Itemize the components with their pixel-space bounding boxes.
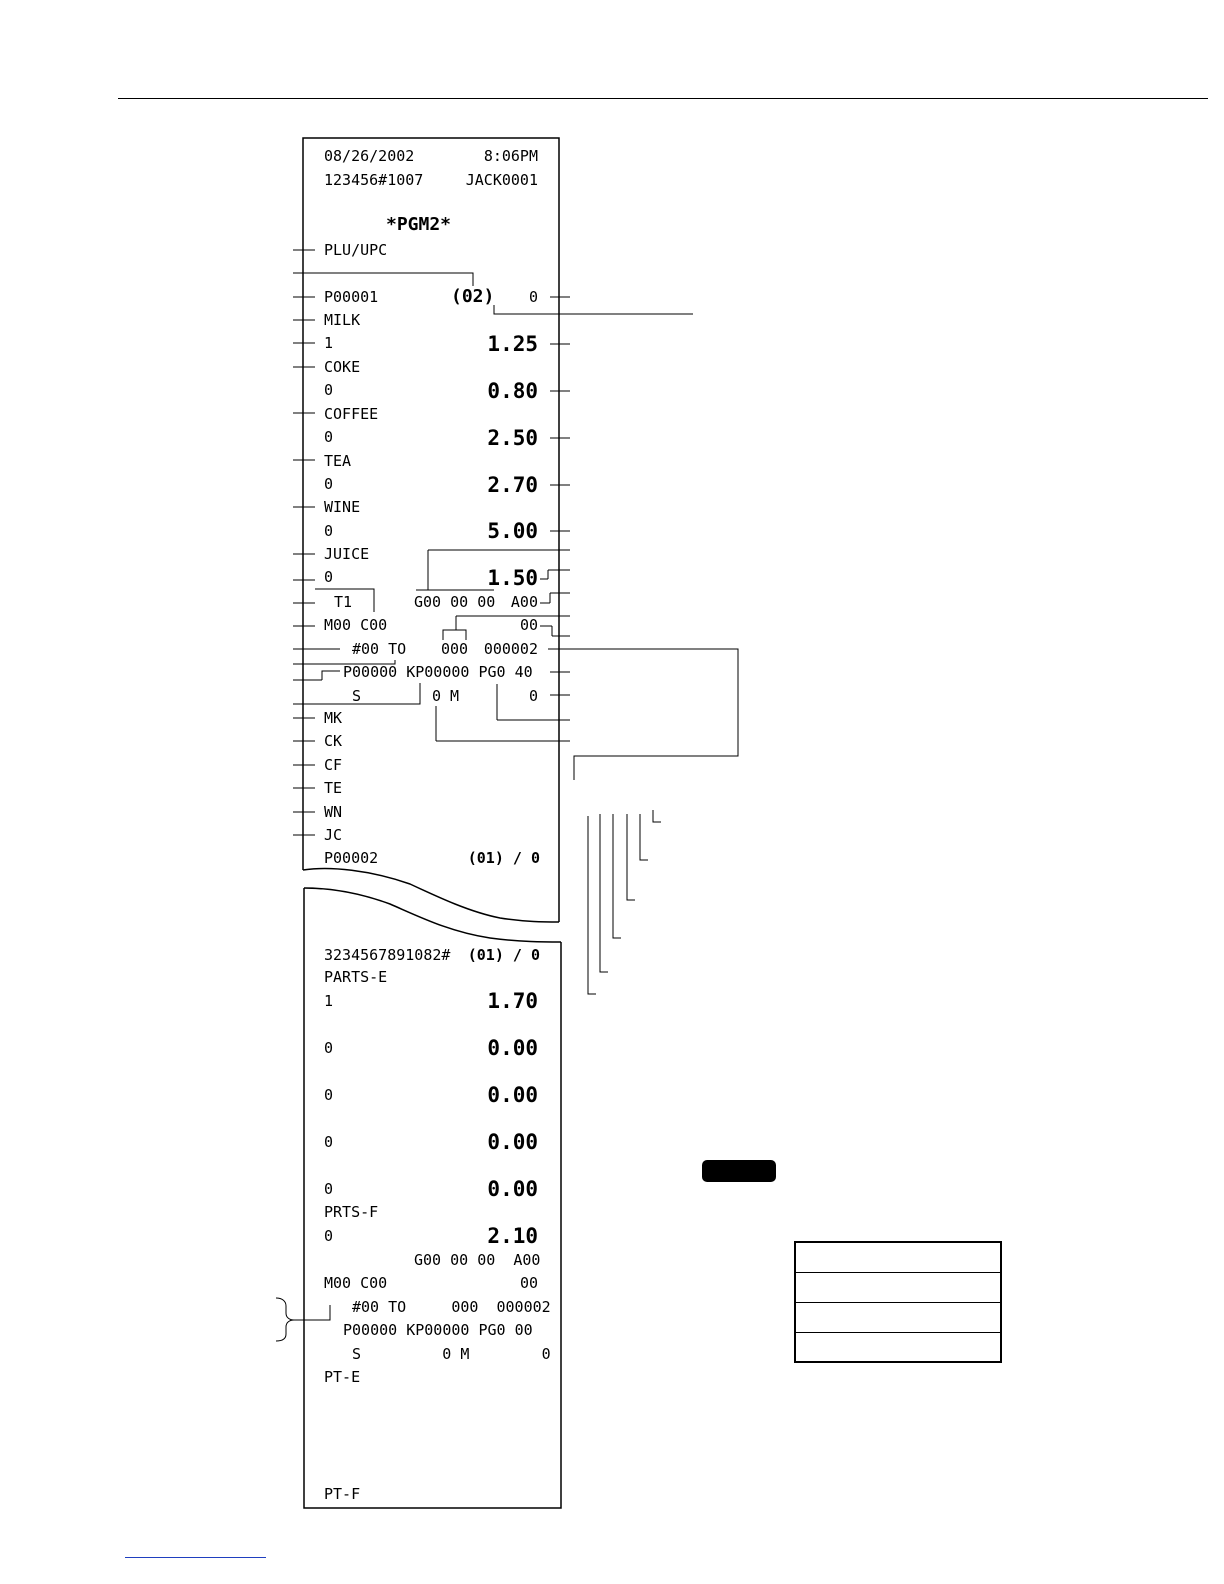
row-qty: 0 [324, 1039, 334, 1057]
row-qty: 0 [324, 1227, 334, 1245]
item-name: JUICE [324, 545, 370, 563]
item-name: MILK [324, 311, 361, 329]
key-pill-icon [702, 1160, 776, 1182]
a-line: A00 [510, 593, 538, 611]
item-name: COFFEE [324, 405, 379, 423]
s-label: S [352, 687, 362, 705]
g-line: G00 00 00 [414, 593, 496, 611]
item-name: WINE [324, 498, 361, 516]
receipt-time: 8:06PM [483, 147, 538, 165]
plu-zero: 0 [528, 288, 538, 306]
item-qty: 0 [324, 381, 334, 399]
table-row [796, 1273, 1000, 1303]
item-price: 0.80 [487, 379, 538, 403]
row-qty: 0 [324, 1133, 334, 1151]
row-qty: 0 [324, 1180, 334, 1198]
item-price: 1.25 [487, 332, 538, 356]
item-price: 2.50 [487, 426, 538, 450]
item-qty: 1 [324, 334, 334, 352]
hash-line: #00 TO [352, 640, 407, 658]
s-line: S 0 M 0 [352, 1345, 551, 1363]
abbrev: TE [324, 779, 343, 797]
item-price: 2.70 [487, 473, 538, 497]
item-qty: 0 [324, 428, 334, 446]
plu-code: P00001 [324, 288, 379, 306]
bottom-link-underline [125, 1557, 266, 1558]
m-right: 00 [519, 616, 538, 634]
receipt-mode: *PGM2* [386, 214, 452, 235]
p-line: P00000 KP00000 PG0 00 [343, 1321, 533, 1339]
receipt-date: 08/26/2002 [324, 147, 415, 165]
parts-name-2: PRTS-F [324, 1203, 379, 1221]
m-line: M00 C00 [324, 1274, 388, 1292]
receipt-id-line: 123456#1007 [324, 171, 424, 189]
abbrev: WN [324, 803, 343, 821]
item-qty: 0 [324, 522, 334, 540]
receipt-section: PLU/UPC [324, 241, 388, 259]
parts-name: PARTS-E [324, 968, 388, 986]
upc-level: (01) / 0 [467, 946, 540, 964]
item-qty: 0 [324, 568, 334, 586]
abbrev: CK [324, 732, 343, 750]
num2: 000002 [483, 640, 538, 658]
row-price: 1.70 [487, 989, 538, 1013]
num1: 000 [441, 640, 469, 658]
g-line: G00 00 00 A00 [414, 1251, 541, 1269]
row-price: 0.00 [487, 1036, 538, 1060]
item-price: 1.50 [487, 566, 538, 590]
s-zero: 0 [528, 687, 538, 705]
pt-e-label: PT-E [324, 1368, 361, 1386]
item-price: 5.00 [487, 519, 538, 543]
table-row [796, 1243, 1000, 1273]
upc-line: 3234567891082# [324, 946, 451, 964]
row-qty: 0 [324, 1086, 334, 1104]
abbrev: JC [324, 826, 343, 844]
next-level: (01) / 0 [467, 849, 540, 867]
row-qty: 1 [324, 992, 334, 1010]
table-row [796, 1333, 1000, 1363]
m-right: 00 [519, 1274, 538, 1292]
receipt-clerk: JACK0001 [465, 171, 538, 189]
item-name: COKE [324, 358, 361, 376]
empty-table [794, 1241, 1002, 1363]
row-price: 0.00 [487, 1130, 538, 1154]
pt-f-label: PT-F [324, 1485, 361, 1503]
row-price: 0.00 [487, 1083, 538, 1107]
m-line: M00 C00 [324, 616, 388, 634]
hash-line: #00 TO 000 000002 [352, 1298, 551, 1316]
row-price: 2.10 [487, 1224, 538, 1248]
abbrev: MK [324, 709, 343, 727]
t1-label: T1 [334, 593, 353, 611]
row-price: 0.00 [487, 1177, 538, 1201]
plu-level: (02) [451, 286, 495, 307]
abbrev: CF [324, 756, 343, 774]
item-qty: 0 [324, 475, 334, 493]
om-label: 0 M [432, 687, 460, 705]
item-name: TEA [324, 452, 352, 470]
next-plu: P00002 [324, 849, 379, 867]
p-line: P00000 KP00000 PG0 40 [343, 663, 533, 681]
table-row [796, 1303, 1000, 1333]
